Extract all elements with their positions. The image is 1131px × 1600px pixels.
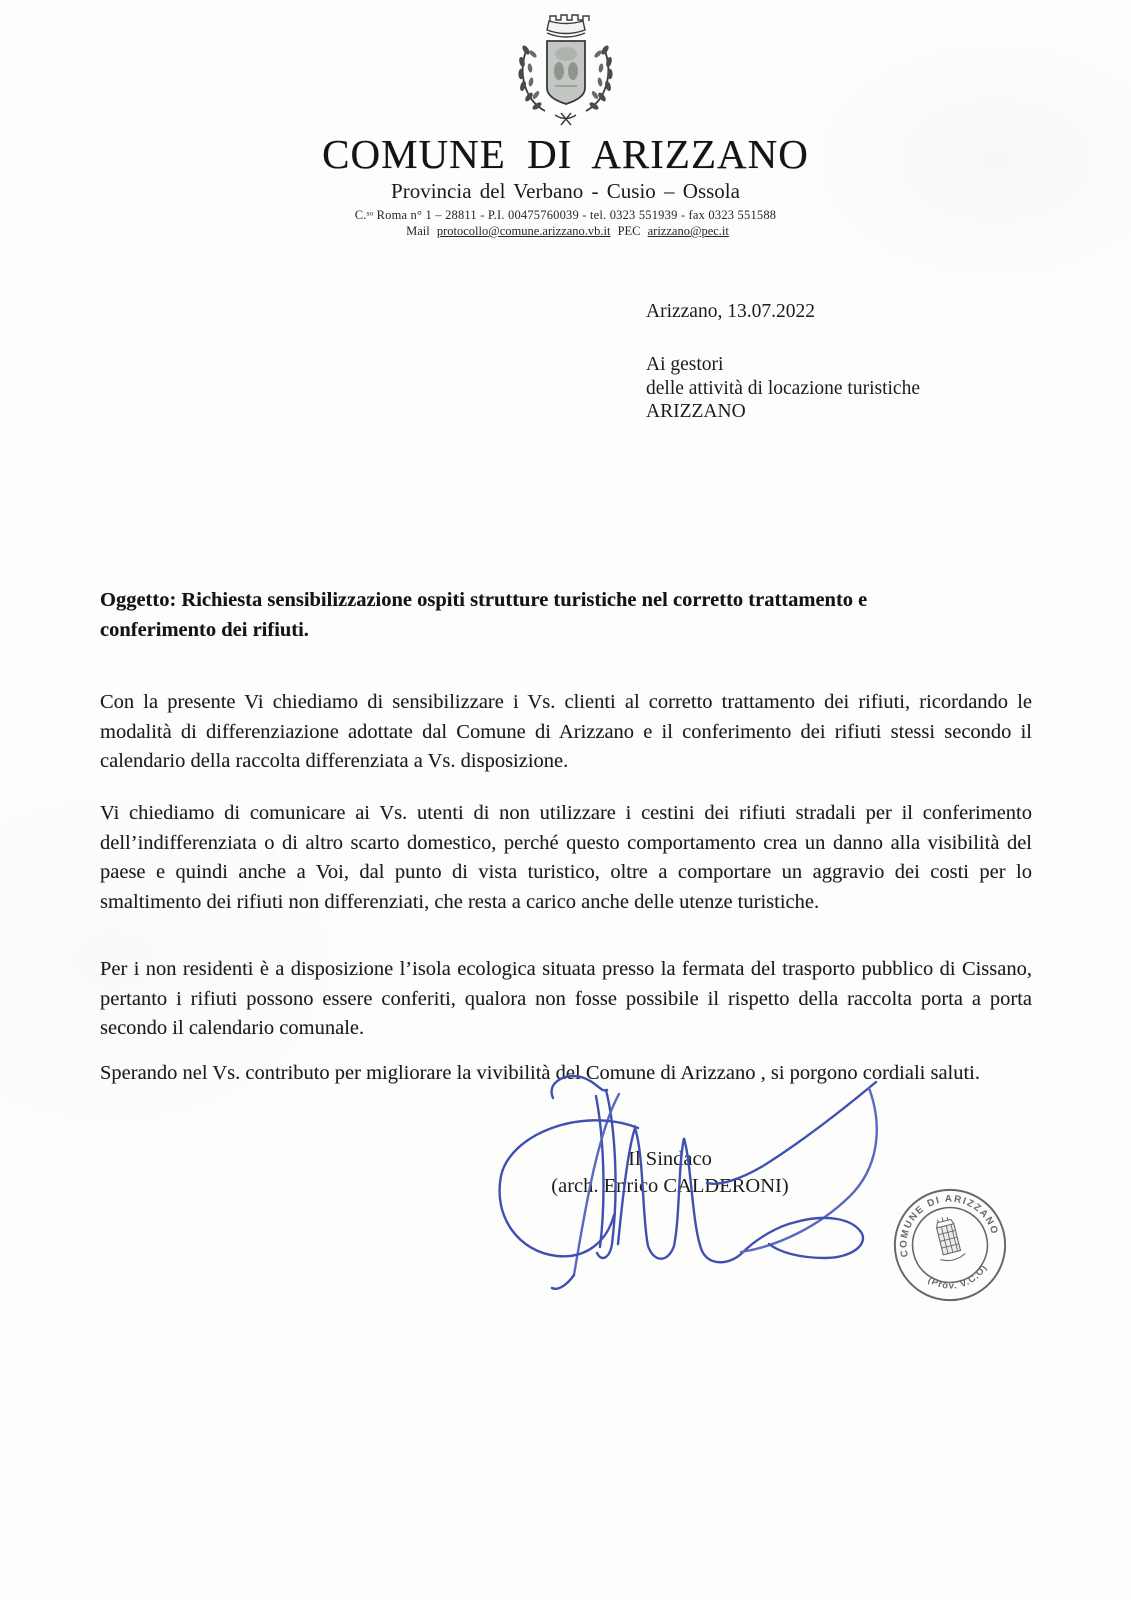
recipient-line: delle attività di locazione turistiche <box>646 377 920 399</box>
letterhead <box>0 0 1131 239</box>
subject-text-line-1: Oggetto: Richiesta sensibilizzazione ospiti strutture turistiche nel corretto trattamento e <box>100 589 868 611</box>
protocol-email-link[interactable]: protocollo@comune.arizzano.vb.it <box>436 224 611 238</box>
body-paragraph: Vi chiediamo di comunicare ai Vs. utenti di non utilizzare i cestini dei rifiuti stradali per il conferimento dell’indifferenziata o di altro scarto domestico, perché questo comportamento crea un danno alla visibilità del paese e quindi anche a Voi, dal punto di vista turistico, oltre a comportare un aggravio dei costi per lo smaltimento dei rifiuti non differenziati, che resta a carico anche delle utenze turistiche. <box>100 802 1032 913</box>
body-paragraph: Per i non residenti è a disposizione l’isola ecologica situata presso la fermata del trasporto pubblico di Cissano, pertanto i rifiuti possono essere conferiti, qualora non fosse possibile il rispetto della raccolta porta a porta secondo il calendario comunale. <box>100 958 1032 1039</box>
recipient-line: Ai gestori <box>646 354 724 375</box>
subject-text-line-2: conferimento dei rifiuti. <box>100 618 309 641</box>
signer-name: (arch. Enrico CALDERONI) <box>551 1175 789 1197</box>
signature-block <box>520 1146 820 1200</box>
place-and-date: Arizzano, 13.07.2022 <box>646 301 815 322</box>
contact-line <box>0 224 1131 239</box>
stamp-top-text: COMUNE DI ARIZZANO <box>898 1193 1001 1259</box>
address-line: C.ˢᵒ Roma n° 1 – 28811 - P.I. 00475760039 - tel. 0323 551939 - fax 0323 551588 <box>354 208 777 222</box>
pec-email-link[interactable]: arizzano@pec.it <box>647 224 729 238</box>
round-municipal-stamp-icon <box>872 1167 1027 1322</box>
recipient-line: ARIZZANO <box>646 401 746 422</box>
pec-label: PEC <box>617 224 641 238</box>
municipality-name: COMUNE DI ARIZZANO <box>322 131 809 177</box>
province-line: Provincia del Verbano - Cusio – Ossola <box>391 179 740 203</box>
svg-text:(Prov. V.C.O) <box>925 1261 993 1297</box>
stamp-bottom-text: (Prov. V.C.O) <box>926 1262 989 1291</box>
recipient-block <box>646 353 920 424</box>
subject-line <box>100 586 1040 645</box>
body-paragraph: Con la presente Vi chiediamo di sensibilizzare i Vs. clienti al corretto trattamento dei rifiuti, ricordando le modalità di differenziazione adottate dal Comune di Arizzano e il conferimento dei rifiuti stessi secondo il calendario della raccolta differenziata a Vs. disposizione. <box>100 691 1032 772</box>
signer-role: Il Sindaco <box>628 1148 712 1170</box>
body-paragraph: Sperando nel Vs. contributo per migliorare la vivibilità del Comune di Arizzano , si porgono cordiali saluti. <box>100 1062 980 1084</box>
municipal-coat-of-arms-icon <box>503 8 628 130</box>
mail-label: Mail <box>406 224 430 238</box>
